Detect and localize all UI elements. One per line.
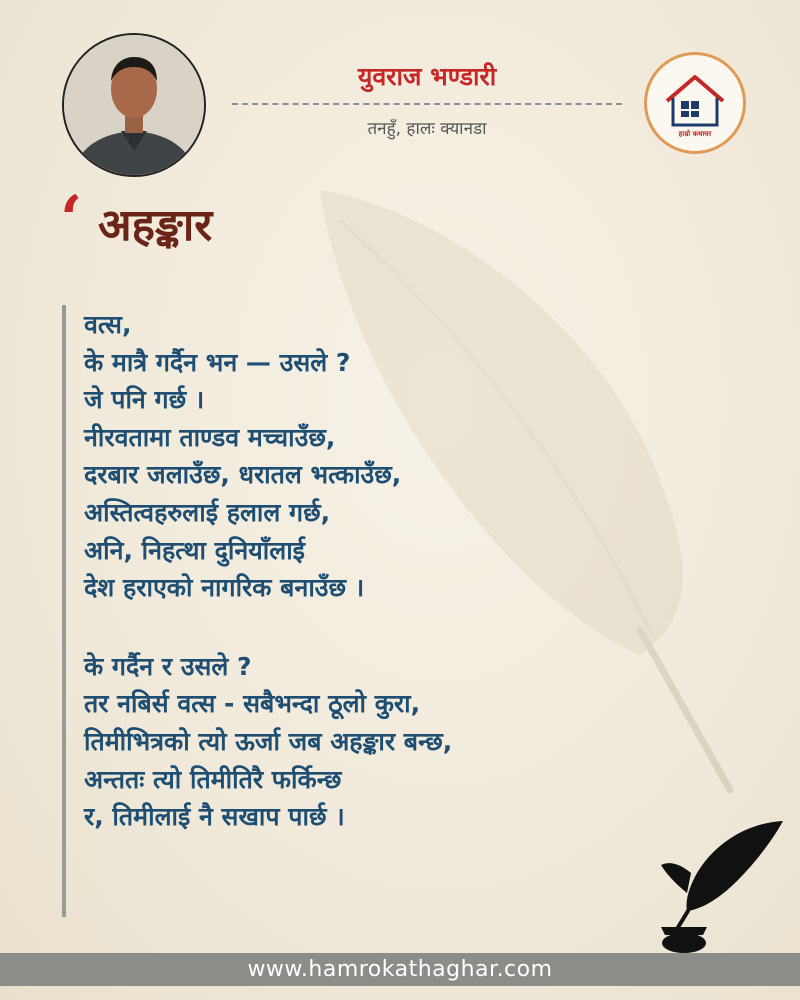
author-location: तनहुँ, हालः क्यानडा: [367, 119, 487, 139]
poem-line: तिमीभित्रको त्यो ऊर्जा जब अहङ्कार बन्छ,: [84, 726, 453, 756]
site-logo: [644, 52, 746, 154]
poem-line: अनि, निहत्था दुनियाँलाई: [84, 535, 305, 565]
poem-line: नीरवतामा ताण्डव मच्चाउँछ,: [84, 422, 336, 452]
poem-line: अन्ततः त्यो तिमीतिरै फर्किन्छ: [84, 764, 342, 794]
poem-title: अहङ्कार: [98, 200, 213, 251]
author-avatar: [62, 33, 206, 177]
stanza: [84, 306, 674, 607]
logo-text: हाम्रो कथाघर: [678, 130, 712, 138]
poem-body: [84, 306, 674, 836]
author-name: युवराज भण्डारी: [357, 62, 497, 91]
poem-line: दरबार जलाउँछ, धरातल भत्काउँछ,: [84, 460, 402, 490]
poem-side-bar: [62, 305, 66, 917]
quote-mark-icon: ‘: [60, 182, 83, 257]
poem-line: तर नबिर्स वत्स - सबैभन्दा ठूलो कुरा,: [84, 689, 421, 719]
website-url[interactable]: www.hamrokathaghar.com: [0, 953, 800, 986]
poem-line: देश हराएको नागरिक बनाउँछ ।: [84, 573, 365, 603]
quill-inkpot-icon: [655, 815, 790, 955]
poem-line: र, तिमीलाई नै सखाप पार्छ ।: [84, 802, 345, 832]
poem-line: के गर्दैन र उसले ?: [84, 651, 252, 681]
poem-line: के मात्रै गर्दैन भन — उसले ?: [84, 347, 351, 377]
poem-line: वत्स,: [84, 310, 132, 339]
poem-line: अस्तित्वहरुलाई हलाल गर्छ,: [84, 497, 331, 527]
header-divider: [232, 103, 622, 105]
poem-line: जे पनि गर्छ ।: [84, 385, 205, 415]
house-logo-icon: [647, 55, 743, 151]
stanza: [84, 648, 674, 836]
